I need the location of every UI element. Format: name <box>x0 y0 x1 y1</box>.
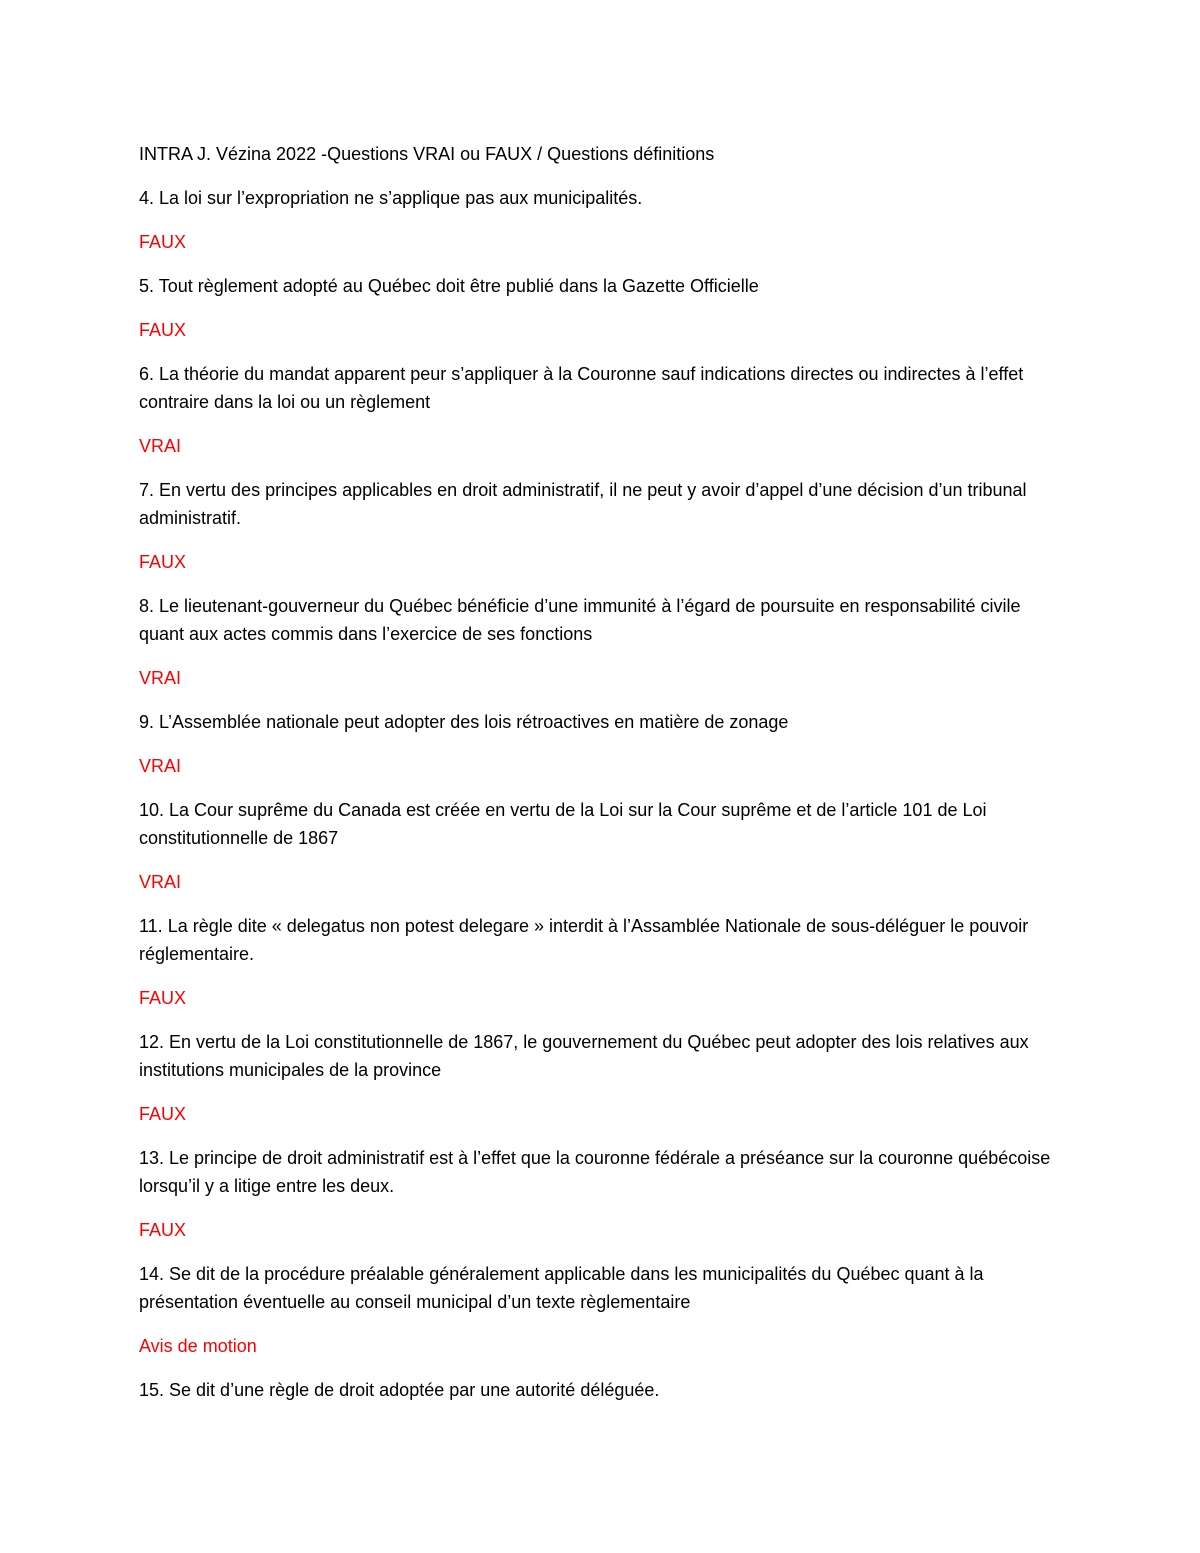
question-11: 11. La règle dite « delegatus non potest delegare » interdit à l’Assamblée Nationale de sous-déléguer le pouvoir réglementaire. <box>139 916 1029 964</box>
answer-5: FAUX <box>139 320 187 340</box>
answer-7: FAUX <box>139 552 187 572</box>
question-12: 12. En vertu de la Loi constitutionnelle de 1867, le gouvernement du Québec peut adopter des lois relatives aux institutions municipales de la province <box>139 1032 1029 1080</box>
question-10: 10. La Cour suprême du Canada est créée en vertu de la Loi sur la Cour suprême et de l’article 101 de Loi constitutionnelle de 1867 <box>139 800 987 848</box>
document-title: INTRA J. Vézina 2022 -Questions VRAI ou FAUX / Questions définitions <box>139 144 715 164</box>
document-content <box>139 140 1069 1420</box>
question-6: 6. La théorie du mandat apparent peur s’appliquer à la Couronne sauf indications directes ou indirectes à l’effet contraire dans la loi ou un règlement <box>139 364 1024 412</box>
question-5: 5. Tout règlement adopté au Québec doit être publié dans la Gazette Officielle <box>139 276 759 296</box>
answer-12: FAUX <box>139 1104 187 1124</box>
question-7: 7. En vertu des principes applicables en droit administratif, il ne peut y avoir d’appel d’une décision d’un tribunal administratif. <box>139 480 1027 528</box>
answer-9: VRAI <box>139 756 182 776</box>
answer-11: FAUX <box>139 988 187 1008</box>
question-4: 4. La loi sur l’expropriation ne s’applique pas aux municipalités. <box>139 188 643 208</box>
answer-4: FAUX <box>139 232 187 252</box>
question-8: 8. Le lieutenant-gouverneur du Québec bénéficie d’une immunité à l’égard de poursuite en responsabilité civile quant aux actes commis dans l’exercice de ses fonctions <box>139 596 1021 644</box>
answer-6: VRAI <box>139 436 182 456</box>
answer-8: VRAI <box>139 668 182 688</box>
answer-14: Avis de motion <box>139 1336 257 1356</box>
answer-10: VRAI <box>139 872 182 892</box>
question-15: 15. Se dit d’une règle de droit adoptée par une autorité déléguée. <box>139 1380 660 1400</box>
question-14: 14. Se dit de la procédure préalable généralement applicable dans les municipalités du Québec quant à la présentation éventuelle au conseil municipal d’un texte règlementaire <box>139 1264 984 1312</box>
question-9: 9. L’Assemblée nationale peut adopter des lois rétroactives en matière de zonage <box>139 712 789 732</box>
question-13: 13. Le principe de droit administratif est à l’effet que la couronne fédérale a préséance sur la couronne québécoise lorsqu’il y a litige entre les deux. <box>139 1148 1051 1196</box>
answer-13: FAUX <box>139 1220 187 1240</box>
